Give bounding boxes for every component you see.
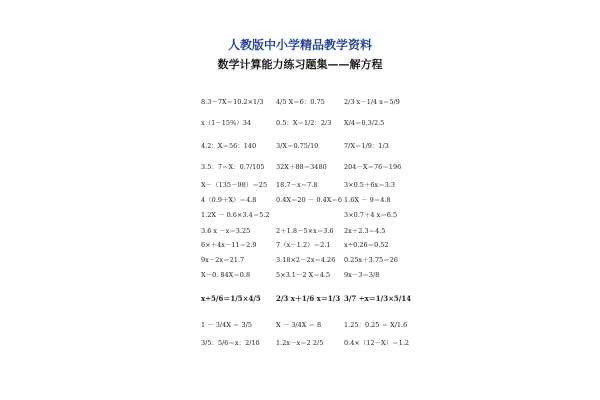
equation-item: 2＋1.8－5×x＝3.6: [276, 227, 334, 235]
worksheet-subtitle: 数学计算能力练习题集——解方程: [217, 58, 383, 71]
equation-item: 6×＋4x－11＝2.9: [201, 241, 257, 249]
equation-item: 3×0.5＋6x＝3.3: [344, 181, 396, 189]
equation-item: X－0. 84X＝0.8: [201, 271, 251, 279]
equation-item: x（1－15%）34: [201, 119, 252, 127]
equation-item: 4（0.9＋X）＝4.8: [201, 196, 257, 204]
equation-item: 2x＋2.3＝4.5: [344, 227, 386, 235]
equation-item: 7（x－1.2）＝2.1: [276, 241, 331, 249]
equation-item: 1 － 3/4X ＝ 3/5: [201, 321, 252, 329]
equation-item: 2/3 x－1/4 x＝5/9: [344, 98, 400, 106]
equation-item: 32X＋88＝3480: [276, 163, 327, 171]
equation-item: 1.2X － 0.6×3.4＝5.2: [201, 211, 270, 219]
equation-item: X/4＝0.3/2.5: [344, 119, 385, 127]
equation-item: 3.5：7＝X：0.7/105: [201, 163, 265, 171]
equation-item: 0.4X＝20 － 0.4X＝6: [276, 196, 342, 204]
equation-item: 3/X＝0.75/10: [276, 142, 319, 150]
equation-item: X－（135－98）＝25: [201, 181, 268, 189]
equation-item: 1.6X － 9＝4.8: [344, 196, 391, 204]
equation-item: 2/3 x＋1/6 x＝1/3: [276, 294, 341, 303]
equation-item: 9x－2x＝21.7: [201, 256, 245, 264]
equation-item: 1.25：0.25 ＝ X/1.6: [344, 321, 408, 329]
equation-item: 0.5：X＝1/2：2/3: [276, 119, 332, 127]
equation-item: 3/5：5/6＝x：2/10: [201, 339, 260, 347]
equation-item: 1.2x－x＝2 2/5: [276, 339, 324, 347]
equation-item: 18.7－x＝7.8: [276, 181, 318, 189]
equation-item: 3.18×2－2x＝4.26: [276, 256, 336, 264]
equation-item: x÷5/6＝1/5×4/5: [201, 294, 261, 303]
equation-item: X － 3/4X ＝ 8: [276, 321, 322, 329]
equation-item: 0.4×（12－X）＝1.2: [344, 339, 410, 347]
equation-item: x÷0.26＝0.52: [344, 241, 389, 249]
equation-item: 8.3－7X＝10.2×1/3: [201, 98, 264, 106]
equation-item: 5×3.1－2 X＝4.5: [276, 271, 331, 279]
equation-item: 9x－3＝3/8: [344, 271, 380, 279]
page-title: 人教版中小学精品教学资料: [227, 38, 372, 52]
equation-item: 7/X＝1/9：1/3: [344, 142, 389, 150]
equation-item: 204－X＝76＝196: [344, 163, 402, 171]
equation-item: 3/7 ÷x＝1/3×5/14: [344, 294, 412, 303]
equation-item: 3.6 x －x＝3.25: [201, 227, 251, 235]
equation-item: 4.2：X＝56：140: [201, 142, 257, 150]
equation-item: 4/5 X＝6：0.75: [276, 98, 325, 106]
equation-item: 3×0.7＋4 x＝6.5: [344, 211, 398, 219]
equation-item: 0.25x＋3.75＝26: [344, 256, 398, 264]
